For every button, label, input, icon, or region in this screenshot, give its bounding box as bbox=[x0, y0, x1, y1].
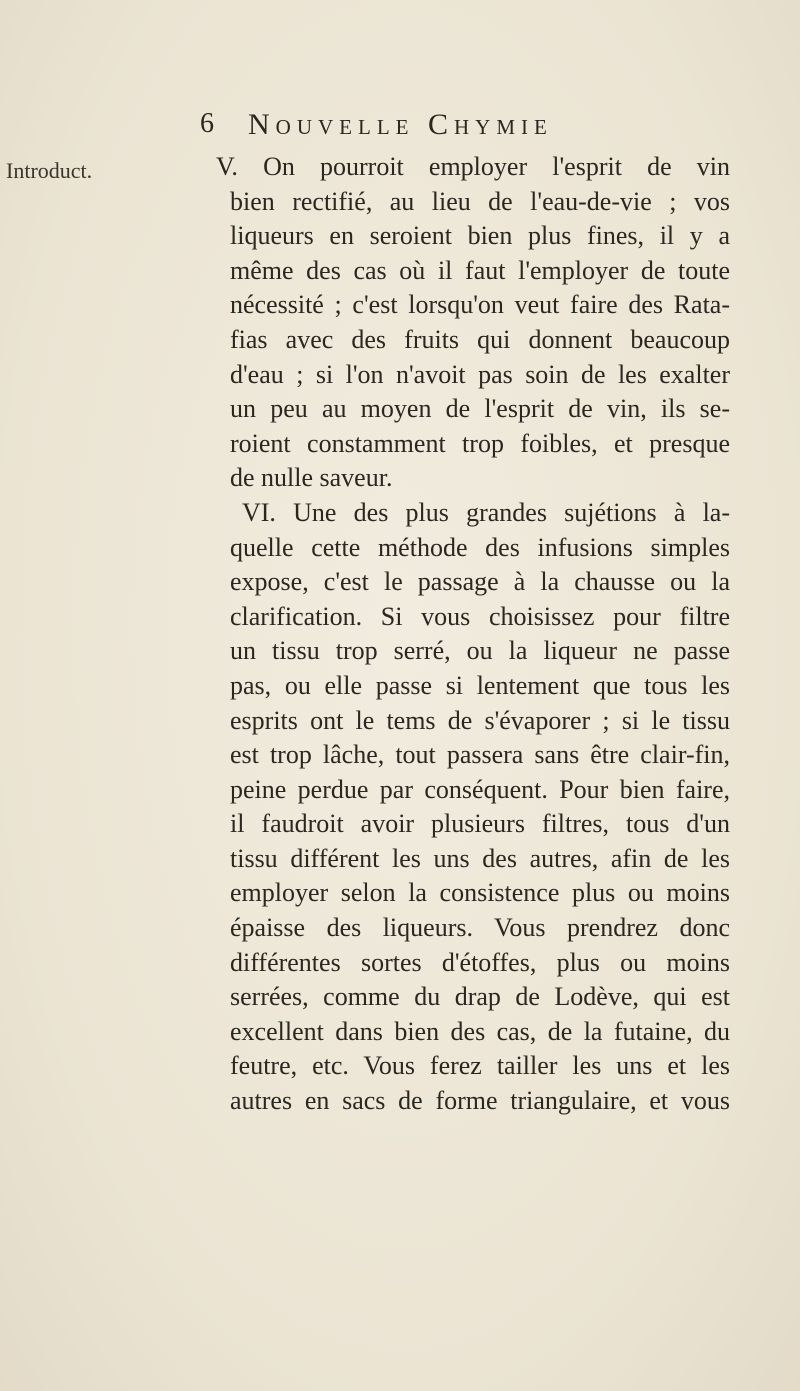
text-line: de nulle saveur. bbox=[230, 463, 393, 493]
text-line: feutre, etc. Vous ferez tailler les uns et les bbox=[230, 1051, 730, 1081]
text-line: tissu différent les uns des autres, afin de les bbox=[230, 843, 730, 873]
text-line: esprits ont le tems de s'évaporer ; si le tissu bbox=[230, 705, 730, 735]
text-line: serrées, comme du drap de Lodève, qui est bbox=[230, 982, 730, 1012]
text-line: quelle cette méthode des infusions simples bbox=[230, 532, 730, 562]
text-line: expose, c'est le passage à la chausse ou la bbox=[230, 567, 730, 597]
text-line: liqueurs en seroient bien plus fines, il y a bbox=[230, 221, 730, 251]
text-line: épaisse des liqueurs. Vous prendrez donc bbox=[230, 913, 730, 943]
margin-note: Introduct. bbox=[6, 158, 93, 183]
text-line: différentes sortes d'étoffes, plus ou moins bbox=[230, 947, 730, 977]
text-line: nécessité ; c'est lorsqu'on veut faire des Rata- bbox=[230, 290, 730, 320]
text-line: autres en sacs de forme triangulaire, et vous bbox=[230, 1086, 730, 1116]
text-line: employer selon la consistence plus ou moins bbox=[230, 878, 730, 908]
text-line: pas, ou elle passe si lentement que tous les bbox=[230, 670, 730, 700]
text-line: même des cas où il faut l'employer de toute bbox=[230, 255, 730, 285]
body-text bbox=[216, 150, 730, 1119]
text-line: bien rectifié, au lieu de l'eau-de-vie ; vos bbox=[230, 186, 730, 216]
text-line: roient constamment trop foibles, et presque bbox=[230, 428, 730, 458]
page-number: 6 bbox=[200, 108, 214, 139]
text-line: il faudroit avoir plusieurs filtres, tous d'un bbox=[230, 809, 730, 839]
page-header bbox=[200, 108, 680, 148]
text-line: fias avec des fruits qui donnent beaucoup bbox=[230, 324, 730, 354]
text-line: un tissu trop serré, ou la liqueur ne passe bbox=[230, 636, 730, 666]
text-line: est trop lâche, tout passera sans être clair-fin, bbox=[230, 740, 730, 770]
text-line: un peu au moyen de l'esprit de vin, ils se- bbox=[230, 394, 730, 424]
text-line: excellent dans bien des cas, de la futaine, du bbox=[230, 1016, 730, 1046]
text-line: clarification. Si vous choisissez pour filtre bbox=[230, 601, 730, 631]
text-line: V. On pourroit employer l'esprit de vin bbox=[216, 152, 730, 181]
running-title: Nouvelle Chymie bbox=[248, 108, 553, 141]
text-line: VI. Une des plus grandes sujétions à la- bbox=[242, 497, 730, 527]
text-line: peine perdue par conséquent. Pour bien faire, bbox=[230, 774, 730, 804]
text-line: d'eau ; si l'on n'avoit pas soin de les exalter bbox=[230, 359, 730, 389]
